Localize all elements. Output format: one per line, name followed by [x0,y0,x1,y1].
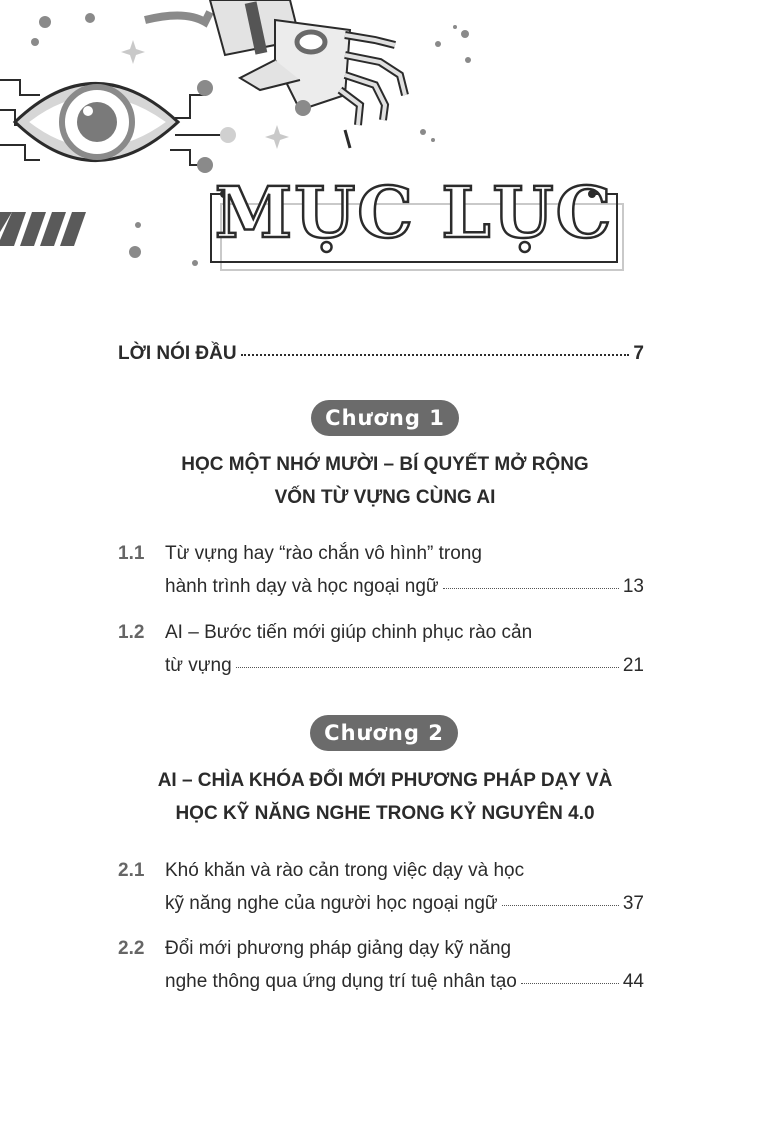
entry-number: 1.2 [118,622,145,643]
entry-title-line-1: Đổi mới phương pháp giảng dạy kỹ năng [165,938,512,959]
chapter-2-title-line-1: AI – CHÌA KHÓA ĐỔI MỚI PHƯƠNG PHÁP DẠY VÀ [157,770,613,791]
chapter-1-title-line-1: HỌC MỘT NHỚ MƯỜI – BÍ QUYẾT MỞ RỘNG [181,454,589,475]
dot-leader [443,588,619,589]
chapter-1-title-line-2: VỐN TỪ VỰNG CÙNG AI [274,487,496,508]
entry-title-line-2: hành trình dạy và học ngoại ngữ [165,576,439,597]
robot-hand-icon [145,0,405,148]
entry-title-line-1: Khó khăn và rào cản trong việc dạy và học [165,860,525,881]
entry-title-line-1: AI – Bước tiến mới giúp chinh phục rào cản [165,622,533,643]
chapter-2-title-line-2: HỌC KỸ NĂNG NGHE TRONG KỶ NGUYÊN 4.0 [175,803,595,824]
entry-number: 1.1 [118,543,145,564]
dot-leader [236,667,619,668]
entry-page: 44 [622,971,644,992]
dot-leader [521,983,619,984]
stripes-decoration [0,212,86,246]
entry-number: 2.2 [118,938,145,959]
toc-preface[interactable] [118,343,644,365]
dot-leader [502,905,619,906]
entry-page: 13 [622,576,644,597]
preface-label: LỜI NÓI ĐẦU [118,343,237,364]
page-title: MỤC LỤC [214,171,614,254]
entry-title-line-2: từ vựng [165,655,232,676]
chapter-1-badge: Chương 1 [311,400,459,436]
entry-title-line-2: nghe thông qua ứng dụng trí tuệ nhân tạo [165,971,517,992]
entry-title-line-2: kỹ năng nghe của người học ngoại ngữ [165,893,498,914]
preface-page: 7 [633,343,644,364]
entry-number: 2.1 [118,860,145,881]
dot-leader [241,354,630,356]
entry-title-line-1: Từ vựng hay “rào chắn vô hình” trong [165,543,482,564]
chapter-2-badge: Chương 2 [310,715,458,751]
entry-page: 21 [622,655,644,676]
entry-page: 37 [622,893,644,914]
